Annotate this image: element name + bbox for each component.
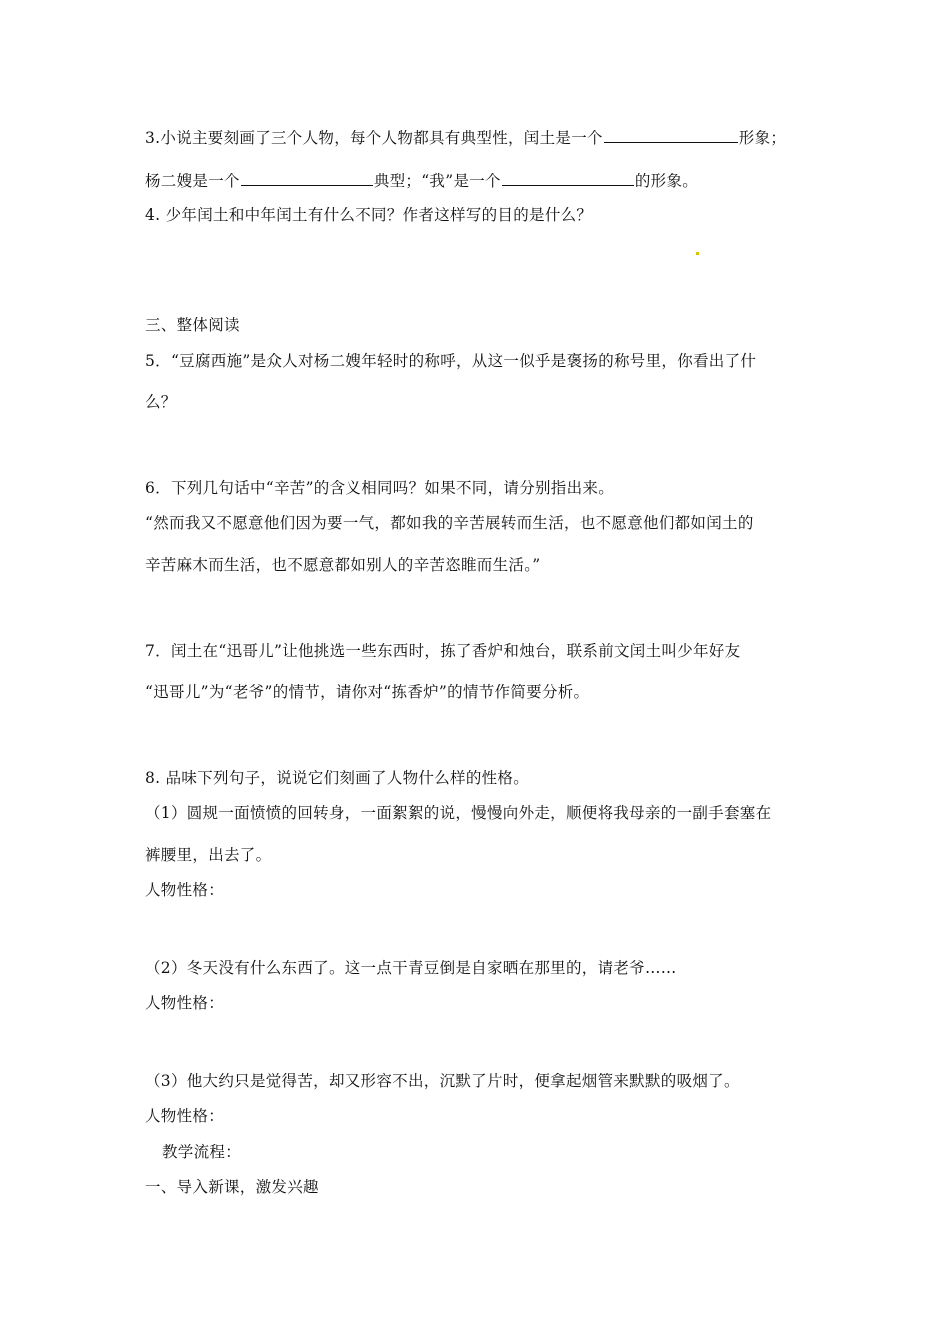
question-4: 4. 少年闰土和中年闰土有什么不同？作者这样写的目的是什么？ (145, 206, 593, 224)
section-3-heading: 三、整体阅读 (145, 316, 240, 334)
question-6-line-1: 6．下列几句话中“辛苦”的含义相同吗？如果不同，请分别指出来。 (145, 479, 615, 497)
trait-label-2: 人物性格： (145, 994, 225, 1012)
question-8-sentence-2: （2）冬天没有什么东西了。这一点干青豆倒是自家晒在那里的，请老爷…… (145, 959, 677, 977)
question-8-heading: 8. 品味下列句子，说说它们刻画了人物什么样的性格。 (145, 769, 530, 787)
answer-blank-runtu[interactable] (604, 127, 738, 143)
question-6-line-2: “然而我又不愿意他们因为要一气，都如我的辛苦展转而生活，也不愿意他们都如闰土的 (145, 514, 754, 532)
question-5-line-2: 么？ (145, 393, 177, 411)
stray-mark (696, 252, 699, 255)
trait-label-3: 人物性格： (145, 1107, 225, 1125)
q3-text-3: 杨二嫂是一个 (145, 172, 240, 190)
question-8-sentence-3: （3）他大约只是觉得苦，却又形容不出，沉默了片时，便拿起烟管来默默的吸烟了。 (145, 1072, 740, 1090)
q3-text-5: 的形象。 (634, 172, 699, 190)
question-7-line-2: “迅哥儿”为“老爷”的情节，请你对“拣香炉”的情节作简要分析。 (145, 683, 590, 701)
question-7-line-1: 7．闰土在“迅哥儿”让他挑选一些东西时，拣了香炉和烛台，联系前文闰土叫少年好友 (145, 642, 741, 660)
answer-blank-narrator[interactable] (502, 170, 634, 186)
q3-text-1: 3.小说主要刻画了三个人物，每个人物都具有典型性，闰土是一个 (145, 129, 603, 147)
answer-blank-yang-ersao[interactable] (241, 170, 373, 186)
question-3-line-1 (145, 127, 786, 148)
q3-text-2: 形象； (738, 129, 787, 147)
question-3-line-2 (145, 170, 698, 191)
question-8-sentence-1-line-1: （1）圆规一面愤愤的回转身，一面絮絮的说，慢慢向外走，顺便将我母亲的一副手套塞在 (145, 804, 772, 822)
question-6-line-3: 辛苦麻木而生活，也不愿意都如别人的辛苦恣睢而生活。” (145, 556, 541, 574)
q3-text-4: 典型；“我”是一个 (373, 172, 501, 190)
section-1-heading: 一、导入新课，激发兴趣 (145, 1178, 319, 1196)
question-8-sentence-1-line-2: 裤腰里，出去了。 (145, 846, 272, 864)
teaching-flow-heading: 教学流程： (162, 1143, 242, 1161)
question-5-line-1: 5．“豆腐西施”是众人对杨二嫂年轻时的称呼，从这一似乎是褒扬的称号里，你看出了什 (145, 352, 757, 370)
trait-label-1: 人物性格： (145, 881, 225, 899)
